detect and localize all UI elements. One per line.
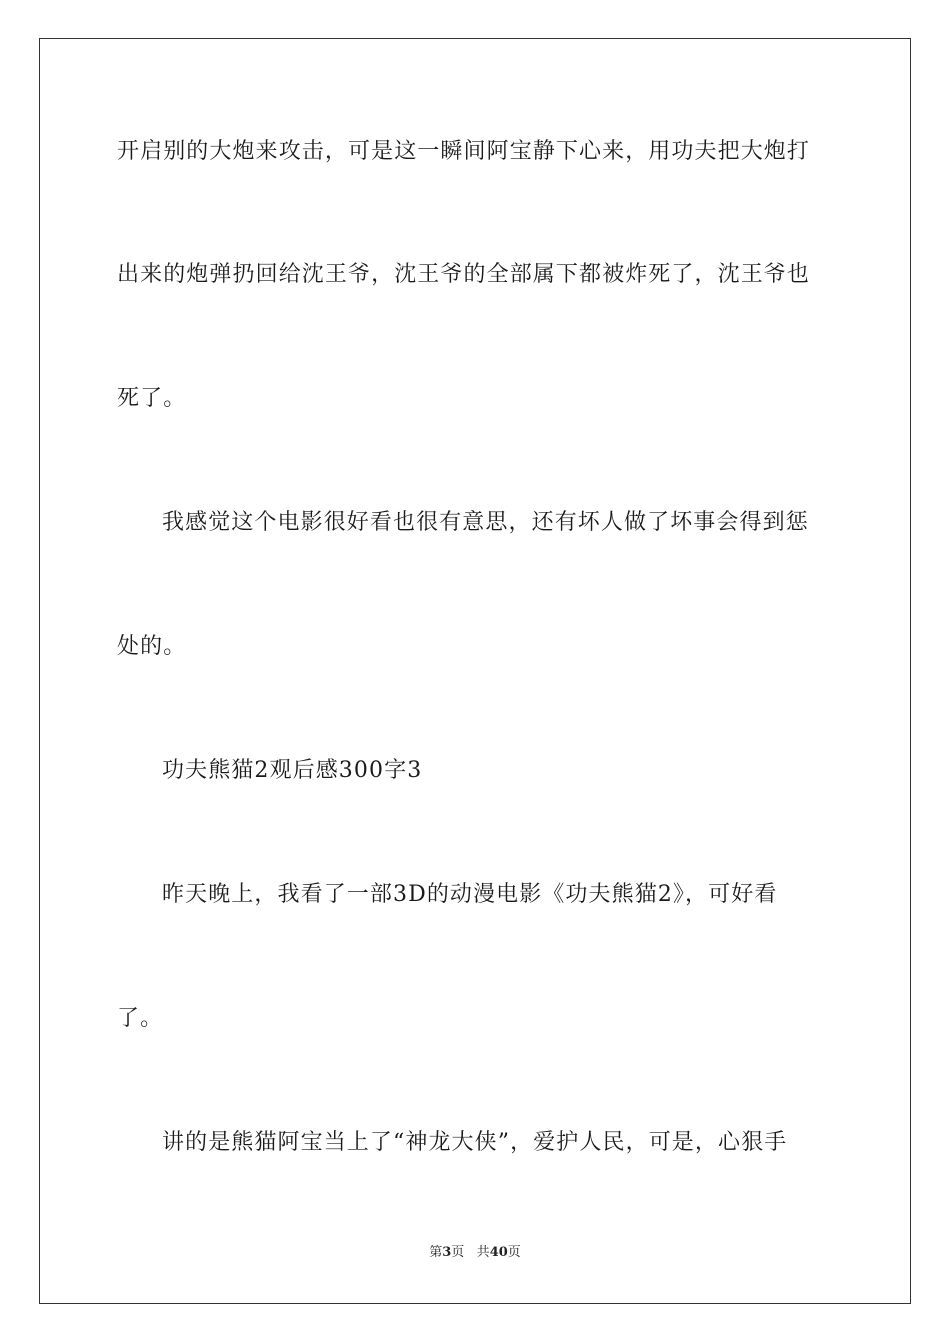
footer-total-pages: 40	[489, 1245, 508, 1260]
footer-total-suffix: 页	[507, 1245, 521, 1260]
body-line-7: 昨天晚上，我看了一部3D的动漫电影《功夫熊猫2》，可好看	[162, 882, 778, 907]
page-footer	[0, 1244, 950, 1262]
body-line-3: 死了。	[117, 386, 187, 411]
footer-page-suffix: 页	[451, 1245, 465, 1260]
body-line-9: 讲的是熊猫阿宝当上了“神龙大侠”，爱护人民，可是，心狠手	[162, 1130, 788, 1155]
footer-total-prefix: 共	[476, 1245, 490, 1260]
body-line-8: 了。	[117, 1006, 164, 1031]
body-line-5: 处的。	[117, 634, 187, 659]
footer-page-number: 3	[442, 1245, 452, 1260]
page-border	[39, 38, 911, 1304]
body-line-1: 开启别的大炮来攻击，可是这一瞬间阿宝静下心来，用功夫把大炮打	[117, 139, 811, 164]
body-line-4: 我感觉这个电影很好看也很有意思，还有坏人做了坏事会得到惩	[162, 510, 809, 535]
body-line-2: 出来的炮弹扔回给沈王爷，沈王爷的全部属下都被炸死了，沈王爷也	[117, 262, 811, 287]
footer-page-prefix: 第	[429, 1245, 443, 1260]
section-heading: 功夫熊猫2观后感300字3	[162, 758, 423, 783]
